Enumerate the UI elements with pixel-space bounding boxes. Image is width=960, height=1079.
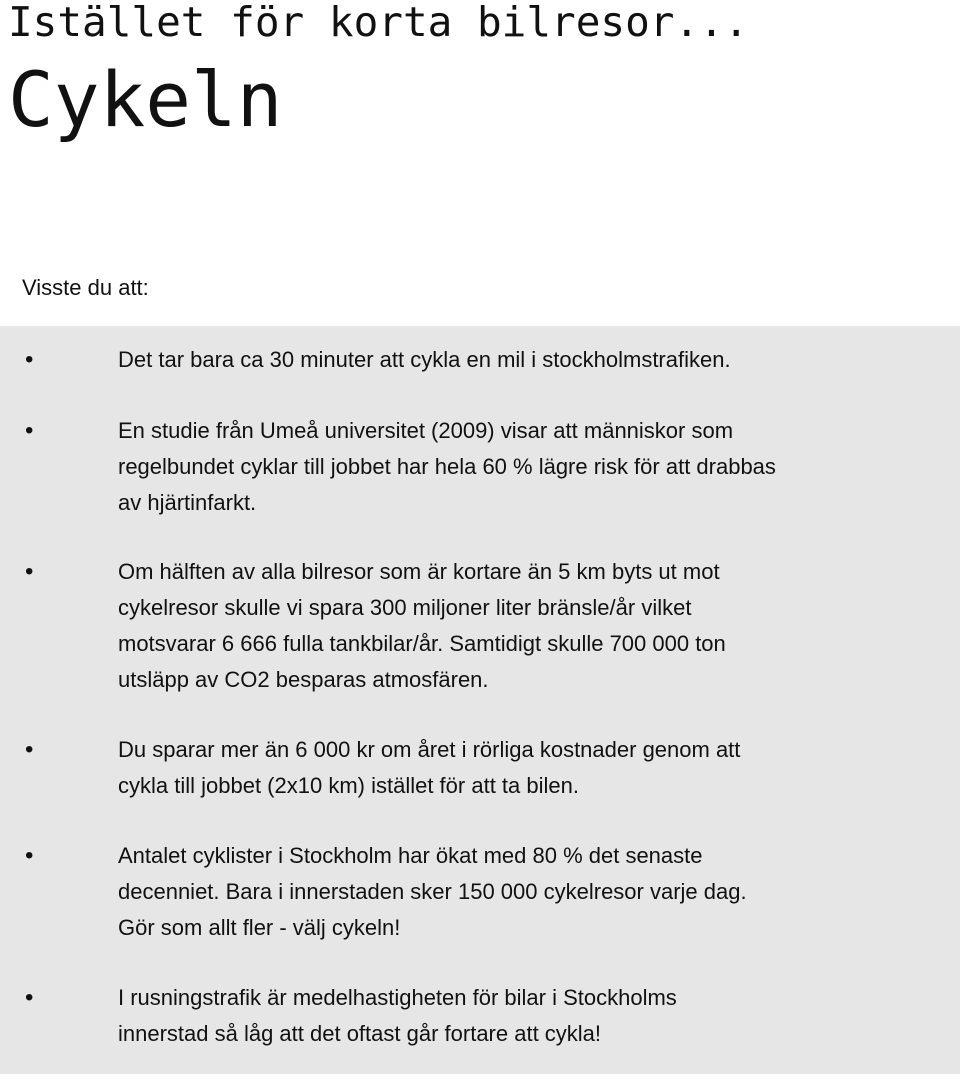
fact-text: Antalet cyklister i Stockholm har ökat med 80 % det senaste decenniet. Bara i innerstaden sker 150 000 cykelresor varje dag. Gör som allt fler - välj cykeln! <box>118 843 747 940</box>
bullet-icon: • <box>25 417 34 444</box>
facts-panel <box>0 326 960 1074</box>
bullet-icon: • <box>25 984 34 1011</box>
fact-text: Du sparar mer än 6 000 kr om året i rörliga kostnader genom att cykla till jobbet (2x10 km) istället för att ta bilen. <box>118 737 741 798</box>
fact-text: Om hälften av alla bilresor som är kortare än 5 km byts ut mot cykelresor skulle vi spara 300 miljoner liter bränsle/år vilket motsvarar 6 666 fulla tankbilar/år. Samtidigt skulle 700 000 ton utsläpp av CO2 besparas atmosfären. <box>118 559 726 692</box>
bullet-icon: • <box>25 346 34 373</box>
bullet-icon: • <box>25 736 34 763</box>
fact-text: Det tar bara ca 30 minuter att cykla en mil i stockholmstrafiken. <box>118 347 731 372</box>
page-subtitle: Istället för korta bilresor... <box>8 0 749 46</box>
fact-text: En studie från Umeå universitet (2009) visar att människor som regelbundet cyklar till jobbet har hela 60 % lägre risk för att drabbas av hjärtinfarkt. <box>118 418 776 515</box>
intro-label: Visste du att: <box>22 275 149 300</box>
bullet-icon: • <box>25 558 34 585</box>
page-title: Cykeln <box>8 55 283 144</box>
fact-text: I rusningstrafik är medelhastigheten för bilar i Stockholms innerstad så låg att det oftast går fortare att cykla! <box>118 985 677 1046</box>
bullet-icon: • <box>25 842 34 869</box>
